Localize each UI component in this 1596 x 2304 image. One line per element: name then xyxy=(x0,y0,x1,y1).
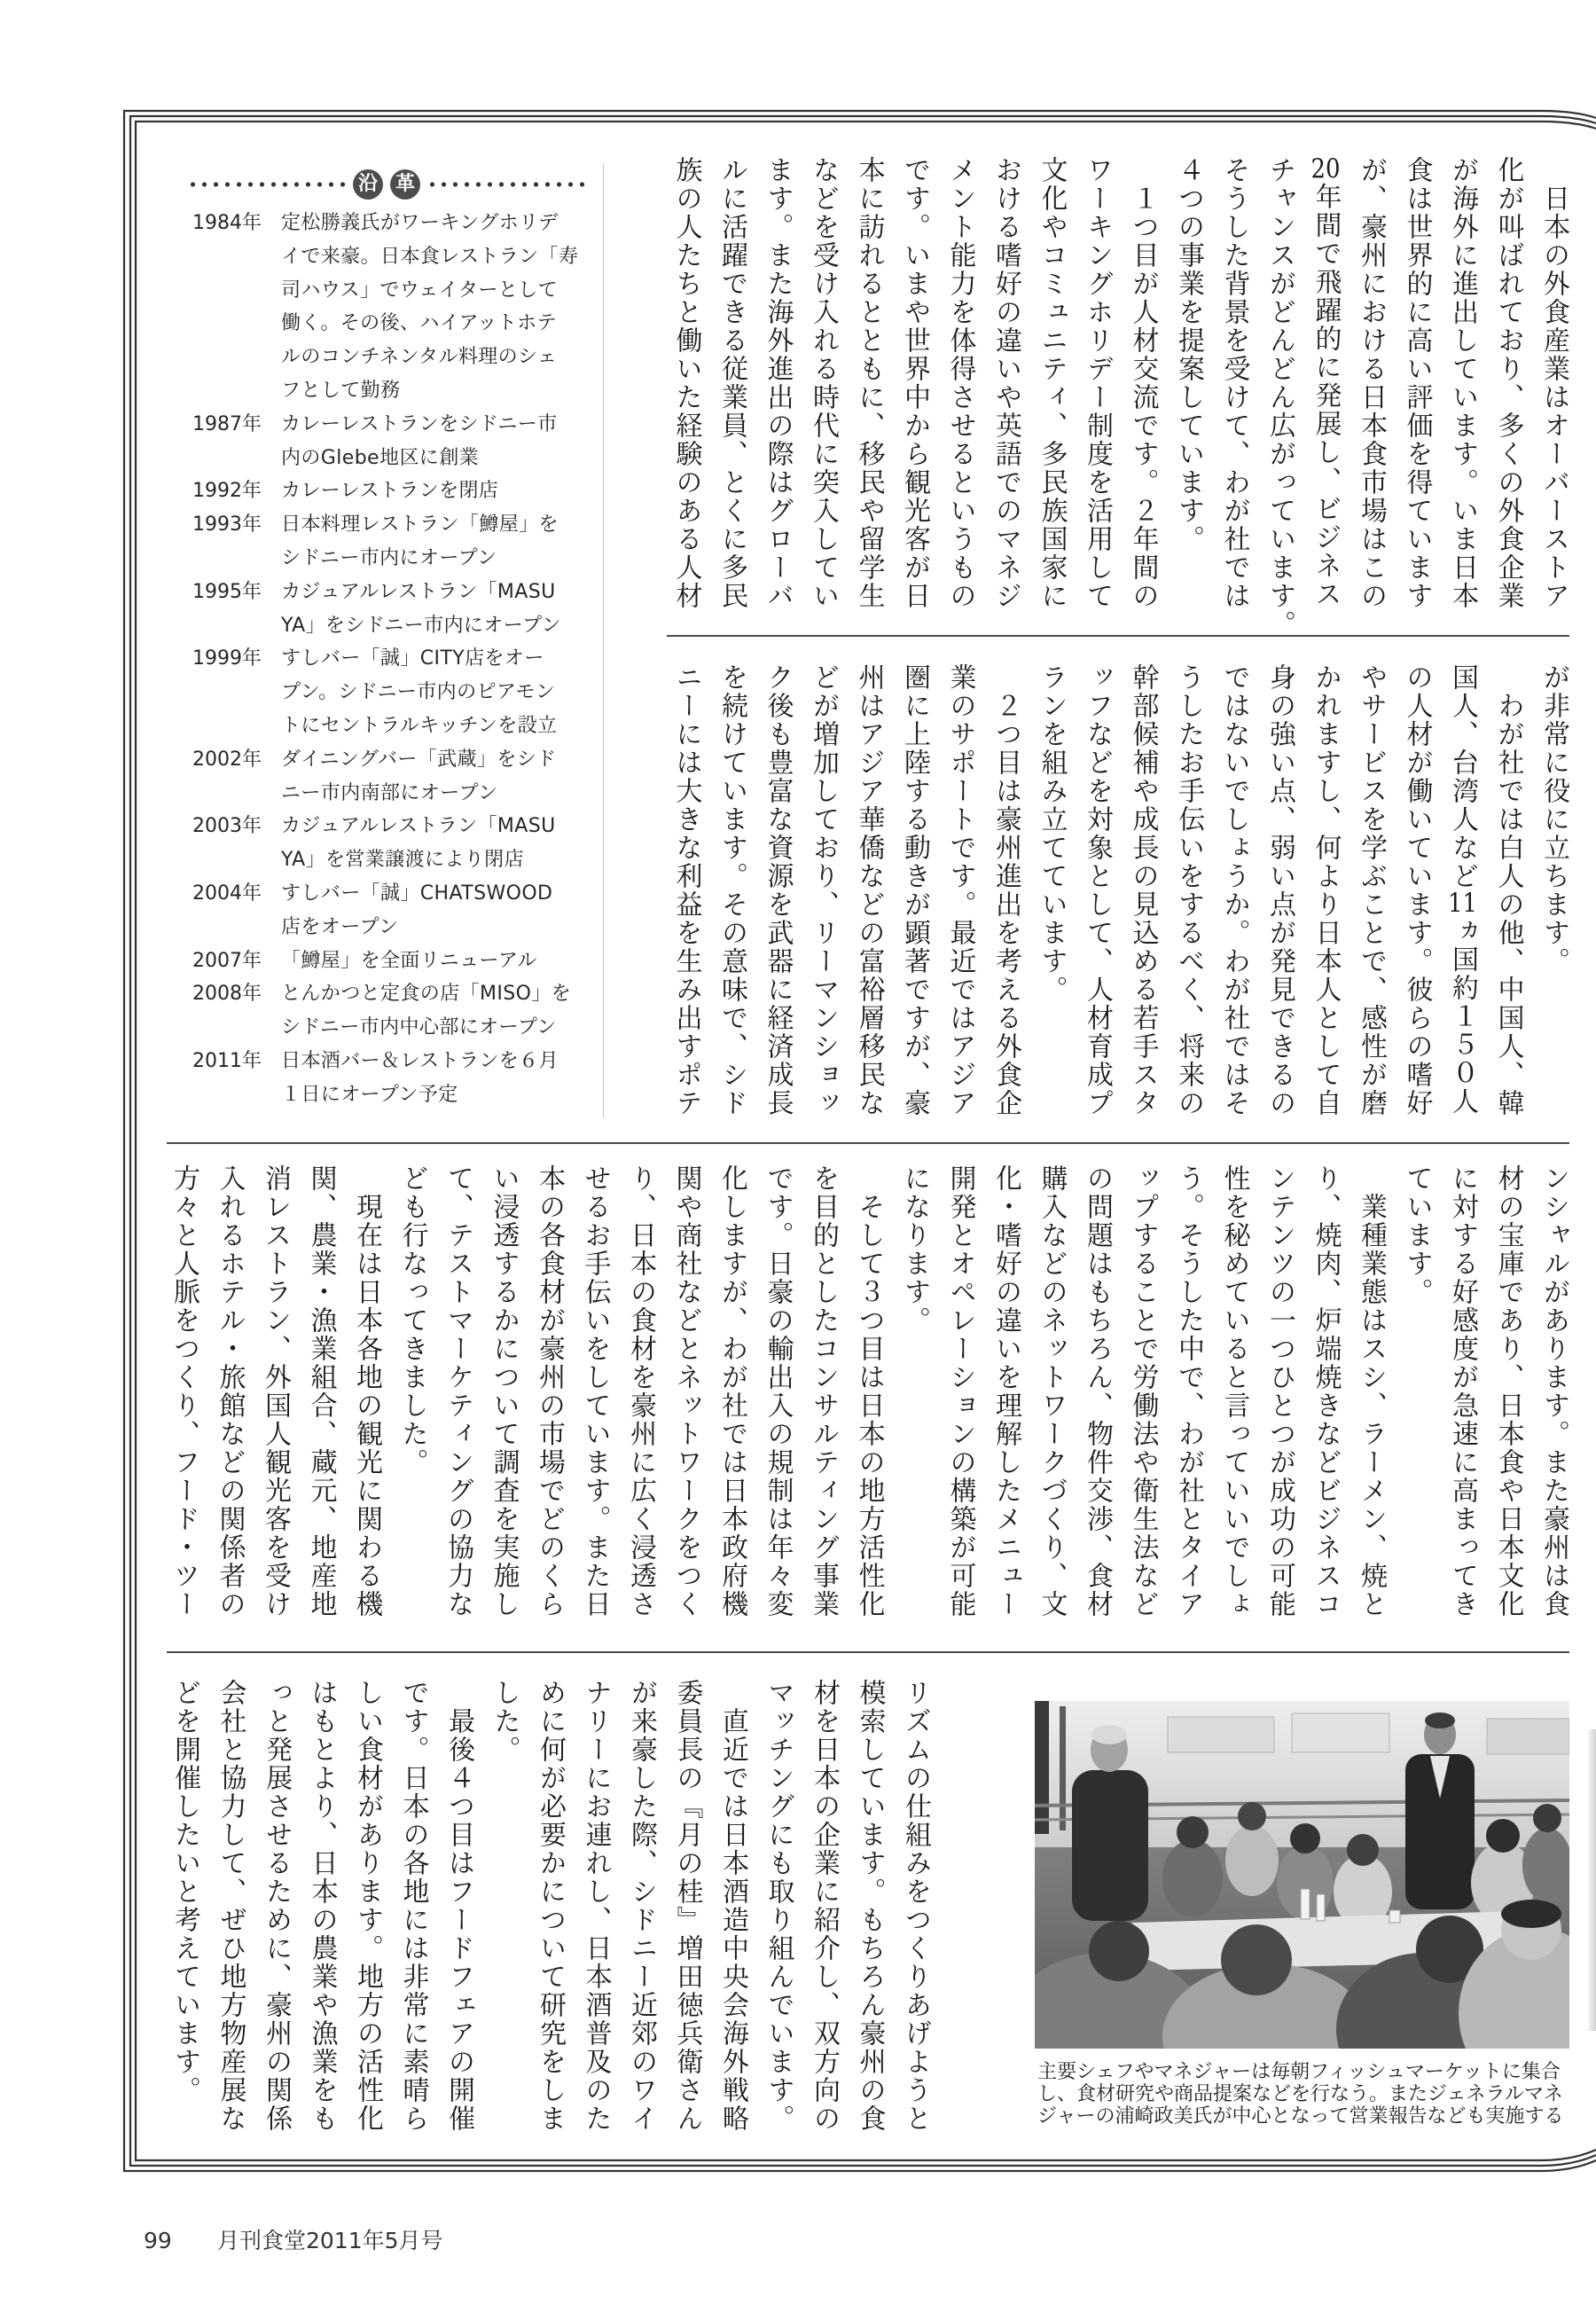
text-column: せるお手伝いをしています。また日 xyxy=(579,1164,611,1618)
text-column: そして３つ目は日本の地方活性化 xyxy=(853,1193,885,1618)
history-year: 2003年 xyxy=(192,815,262,838)
text-column: うしたお手伝いをするべく、将来の xyxy=(1173,663,1204,1117)
history-entry xyxy=(192,642,596,742)
person-body xyxy=(1072,1770,1148,1921)
text-column: １つ目が人材交流です。２年間の xyxy=(1127,184,1159,610)
text-column: です。日豪の輸出入の規制は年々変 xyxy=(762,1164,794,1618)
history-year: 1995年 xyxy=(192,580,262,603)
text-column: ます。また海外進出の際はグローバ xyxy=(762,156,794,610)
text-column: 業種業態はスシ、ラーメン、焼と xyxy=(1356,1193,1387,1618)
section-divider xyxy=(667,635,1569,637)
text-column: 開発とオペレーションの構築が可能 xyxy=(944,1164,976,1618)
history-entry xyxy=(192,944,596,978)
history-description-line: トにセントラルキッチンを設立 xyxy=(281,714,558,737)
history-description-line: ニー市内南部にオープン xyxy=(281,781,498,804)
text-column: ニーには大きな利益を生み出すポテ xyxy=(670,663,702,1117)
text-column: おける嗜好の違いや英語でのマネジ xyxy=(990,156,1021,610)
history-description-line: カジュアルレストラン「MASU xyxy=(281,580,556,603)
history-description-line: YA」をシドニー市内にオープン xyxy=(281,614,561,637)
text-column: です。いまや世界中から観光客が日 xyxy=(899,156,930,610)
text-column: 入れるホテル・旅館などの関係者の xyxy=(214,1164,246,1618)
article-photo-image xyxy=(1035,1701,1569,2049)
heading-badge: 革 xyxy=(390,169,420,200)
text-column: メント能力を体得させるというもの xyxy=(944,156,976,610)
text-column: マッチングにも取り組んでいます。 xyxy=(763,1679,794,2133)
history-entry xyxy=(192,576,596,643)
text-column: ナリーにお連れし、日本酒普及のた xyxy=(580,1679,612,2133)
text-column: どを開催したいと考えています。 xyxy=(169,1679,200,2104)
pole xyxy=(1035,1701,1049,1834)
history-description xyxy=(281,877,552,944)
text-column: ２つ目は豪州進出を考える外食企 xyxy=(990,692,1021,1117)
text-column: い浸透するかについて調査を実施し xyxy=(488,1164,520,1618)
building-window xyxy=(1292,1713,1389,1752)
text-column: 最後４つ目はフードフェアの開催 xyxy=(443,1707,474,2133)
text-column: の人材が働いています。彼らの嗜好 xyxy=(1401,663,1433,1117)
scan-edge-shadow xyxy=(1588,1729,1596,2031)
article-photo xyxy=(1035,1701,1569,2049)
history-description-line: フとして勤務 xyxy=(281,379,401,402)
history-entry xyxy=(192,810,596,877)
text-column: ルに活躍できる従業員、とくに多民 xyxy=(716,156,747,610)
text-column: 関や商社などとネットワークをつく xyxy=(670,1164,702,1618)
text-column: 圏に上陸する動きが顕著ですが、豪 xyxy=(899,663,930,1117)
history-year: 2008年 xyxy=(192,983,262,1006)
person-head xyxy=(1089,1921,1149,1981)
history-description xyxy=(281,810,556,877)
article-text-block xyxy=(663,663,1576,1117)
history-year: 1993年 xyxy=(192,513,262,537)
text-column: チャンスがどんどん広がっています。 xyxy=(1264,156,1295,639)
text-column: 購入などのネットワークづくり、文 xyxy=(1036,1164,1068,1618)
text-column: 州はアジア華僑などの富裕層移民な xyxy=(853,663,885,1117)
history-description-line: ダイニングバー「武蔵」をシド xyxy=(281,748,557,771)
person-head xyxy=(1347,1834,1379,1866)
person-head xyxy=(1221,1924,1292,1995)
person-hair xyxy=(1091,1725,1127,1744)
text-column: ンテンツの一つひとつが成功の可能 xyxy=(1264,1164,1295,1618)
text-column: 20年間で飛躍的に発展し、ビジネス xyxy=(1310,156,1342,608)
article-text-block xyxy=(162,1679,939,2133)
text-column: り、焼肉、炉端焼きなどビジネスコ xyxy=(1310,1164,1342,1618)
history-column-divider xyxy=(603,164,604,1117)
history-entry xyxy=(192,1045,596,1112)
history-entry xyxy=(192,207,596,408)
text-column: ク後も豊富な資源を武器に経済成長 xyxy=(762,663,794,1117)
history-entry xyxy=(192,508,596,576)
heading-dot-leader-right xyxy=(426,182,588,187)
text-column: しい食材があります。地方の活性化 xyxy=(352,1679,383,2133)
history-description xyxy=(281,207,578,408)
history-description xyxy=(281,977,571,1045)
text-column: 性を秘めていると言っていいでしょ xyxy=(1218,1164,1250,1618)
text-column: 消レストラン、外国人観光客を受け xyxy=(260,1164,291,1618)
history-description xyxy=(281,1045,559,1112)
text-column: が、豪州における日本食市場はこの xyxy=(1356,156,1387,610)
history-description-line: シドニー市内中心部にオープン xyxy=(281,1016,557,1039)
text-column: 直近では日本酒造中央会海外戦略 xyxy=(717,1707,748,2133)
history-year: 1992年 xyxy=(192,480,262,503)
article-text-block xyxy=(663,156,1576,639)
person-cap xyxy=(1501,1900,1561,1928)
photo-caption xyxy=(1037,2061,1578,2128)
history-description-line: 定松勝義氏がワーキングホリデ xyxy=(281,212,559,234)
text-column: やサービスを学ぶことで、感性が磨 xyxy=(1356,663,1387,1117)
text-column: です。日本の各地には非常に素晴ら xyxy=(397,1679,429,2133)
person-head xyxy=(1177,1816,1209,1848)
history-entry xyxy=(192,474,596,508)
text-column: が海外に進出しています。いま日本 xyxy=(1447,156,1478,610)
text-column: した。 xyxy=(489,1679,520,1764)
history-description xyxy=(281,508,559,576)
text-column: 食は世界的に高い評価を得ています xyxy=(1401,156,1433,610)
bottle xyxy=(1301,1889,1310,1919)
text-column: になります。 xyxy=(899,1164,930,1335)
history-description-line: カレーレストランを閉店 xyxy=(281,480,499,503)
tate-chu-yoko-digits: 20 xyxy=(1310,156,1341,183)
text-column: ップすることで労働法や衛生法など xyxy=(1127,1164,1159,1618)
text-column: に対する好感度が急速に高まってき xyxy=(1447,1164,1478,1618)
history-description-line: カレーレストランをシドニー市 xyxy=(281,412,558,435)
text-column: っと発展させるために、豪州の関係 xyxy=(261,1679,292,2133)
text-column: ています。 xyxy=(1401,1164,1433,1306)
person-body xyxy=(1162,1839,1223,1917)
text-column: 材の宝庫であり、日本食や日本文化 xyxy=(1492,1164,1524,1618)
text-column: う。そうした中で、わが社とタイア xyxy=(1173,1164,1204,1618)
building-window xyxy=(1168,1717,1274,1752)
history-entry xyxy=(192,877,596,944)
text-column: 材を日本の企業に紹介し、双方向の xyxy=(809,1679,840,2133)
text-column: 化・嗜好の違いを理解したメニュー xyxy=(990,1164,1021,1618)
history-description-line: とんかつと定食の店「MISO」を xyxy=(281,983,572,1006)
bottle xyxy=(1317,1894,1325,1921)
text-column: はもとより、日本の農業や漁業をも xyxy=(306,1679,338,2133)
text-column: 文化やコミュニティ、多民族国家に xyxy=(1036,156,1068,610)
text-column: 方々と人脈をつくり、フード・ツー xyxy=(168,1164,200,1618)
text-column: を続けています。その意味で、シド xyxy=(716,663,747,1117)
history-description xyxy=(281,642,557,742)
history-year: 2004年 xyxy=(192,882,262,905)
text-column: 関、農業・漁業組合、蔵元、地産地 xyxy=(305,1164,337,1618)
history-year: 2007年 xyxy=(192,949,262,972)
history-year: 1999年 xyxy=(192,647,262,670)
text-column: 本の各食材が豪州の市場でどのくら xyxy=(534,1164,565,1618)
history-description-line: 日本酒バー＆レストランを６月 xyxy=(281,1049,559,1072)
history-entry xyxy=(192,977,596,1045)
section-divider xyxy=(167,1142,1569,1144)
text-column: 模索しています。もちろん豪州の食 xyxy=(854,1679,886,2133)
text-column: が非常に役に立ちます。 xyxy=(1538,663,1569,976)
history-description-line: イで来豪。日本食レストラン「寿 xyxy=(281,245,579,268)
history-entry xyxy=(192,408,596,475)
text-column: わが社では白人の他、中国人、韓 xyxy=(1492,692,1524,1117)
person-body xyxy=(1225,1825,1279,1896)
text-column: 族の人たちと働いた経験のある人材 xyxy=(670,156,702,610)
person-head xyxy=(1486,1819,1520,1853)
heading-badge: 沿 xyxy=(353,169,383,200)
text-column: 化が叫ばれており、多くの外食企業 xyxy=(1492,156,1524,610)
text-column: リズムの仕組みをつくりあげようと xyxy=(900,1679,931,2133)
text-column: ワーキングホリデー制度を活用して xyxy=(1082,156,1113,610)
text-column: 委員長の『月の桂』増田徳兵衛さん xyxy=(671,1679,703,2133)
text-column: て、テストマーケティングの協力な xyxy=(442,1164,473,1618)
history-year: 1984年 xyxy=(192,212,262,234)
photo-caption-line: し、食材研究や商品提案などを行なう。またジェネラルマネ xyxy=(1037,2083,1563,2105)
text-column: ランを組み立てています。 xyxy=(1036,663,1068,1004)
text-column: 会社と協力して、ぜひ地方物産展な xyxy=(215,1679,246,2133)
cup xyxy=(1389,1910,1400,1923)
history-description-line: 「鱒屋」を全面リニューアル xyxy=(281,949,537,972)
history-entry xyxy=(192,743,596,811)
text-column: そうした背景を受けて、わが社では xyxy=(1218,156,1250,610)
text-column: ッフなどを対象として、人材育成プ xyxy=(1082,663,1113,1117)
history-description-line: シドニー市内にオープン xyxy=(281,546,497,569)
person-head xyxy=(1238,1802,1266,1830)
history-description-line: ルのコンチネンタル料理のシェ xyxy=(281,346,558,369)
history-description-line: 司ハウス」でウェイターとして xyxy=(281,278,559,302)
history-description xyxy=(281,474,498,508)
text-column: ではないでしょうか。わが社ではそ xyxy=(1218,663,1250,1117)
tate-chu-yoko-digits: 11 xyxy=(1448,890,1477,917)
text-column: が来豪した際、シドニー近郊のワイ xyxy=(626,1679,657,2133)
article-text-block xyxy=(161,1164,1577,1618)
history-description-line: 店をオープン xyxy=(281,915,399,938)
text-column: ンシャルがあります。また豪州は食 xyxy=(1538,1164,1569,1618)
history-timeline xyxy=(192,207,596,1112)
history-year: 1987年 xyxy=(192,412,262,435)
text-column: めに何が必要かについて研究をしま xyxy=(535,1679,566,2133)
history-year: 2002年 xyxy=(192,748,262,771)
history-description-line: YA」を営業譲渡により閉店 xyxy=(281,849,524,872)
text-column: ども行なってきました。 xyxy=(396,1164,428,1477)
section-divider xyxy=(167,1651,1569,1653)
text-column: 国人、台湾人など11ヵ国約１５０人 xyxy=(1447,663,1478,1116)
history-description-line: カジュアルレストラン「MASU xyxy=(281,815,556,838)
text-column: などを受け入れる時代に突入してい xyxy=(808,156,839,610)
history-year: 2011年 xyxy=(192,1049,262,1072)
history-description-line: 働く。その後、ハイアットホテ xyxy=(281,312,557,335)
history-description xyxy=(281,743,557,811)
heading-dot-leader-left xyxy=(187,182,348,187)
photo-caption-line: 主要シェフやマネジャーは毎朝フィッシュマーケットに集合 xyxy=(1037,2061,1561,2083)
page-number: 99 xyxy=(144,2228,172,2253)
history-description-line: 内のGlebe地区に創業 xyxy=(281,446,479,469)
text-column: を目的としたコンサルティング事業 xyxy=(808,1164,839,1618)
publication-issue: 月刊食堂2011年5月号 xyxy=(217,2228,443,2253)
history-description-line: すしバー「誠」CITY店をオー xyxy=(281,647,544,670)
history-description xyxy=(281,408,558,475)
text-column: ４つの事業を提案しています。 xyxy=(1173,156,1204,553)
building-window xyxy=(1487,1719,1569,1754)
history-description-line: すしバー「誠」CHATSWOOD xyxy=(281,882,553,905)
history-description-line: プン。シドニー市内のピアモン xyxy=(281,681,556,704)
text-column: 日本の外食産業はオーバーストア xyxy=(1538,184,1569,610)
text-column: 化しますが、わが社では日本政府機 xyxy=(716,1164,747,1618)
history-description-line: １日にオープン予定 xyxy=(281,1083,458,1106)
text-column: 身の強い点、弱い点が発見できるの xyxy=(1264,663,1295,1117)
person-hair xyxy=(1425,1712,1455,1728)
person-head xyxy=(1290,1823,1320,1853)
text-column: 現在は日本各地の観光に関わる機 xyxy=(351,1193,382,1618)
photo-caption-line: ジャーの浦崎政美氏が中心となって営業報告なども実施する xyxy=(1037,2105,1564,2128)
text-column: どが増加しており、リーマンショッ xyxy=(808,663,839,1117)
text-column: り、日本の食材を豪州に広く浸透さ xyxy=(625,1164,656,1618)
person-head xyxy=(1533,1804,1561,1832)
text-column: かれますし、何より日本人として自 xyxy=(1310,663,1342,1117)
text-column: 幹部候補や成長の見込める若手スタ xyxy=(1127,663,1159,1117)
text-column: 業のサポートです。最近ではアジア xyxy=(944,663,976,1117)
text-column: 本に訪れるとともに、移民や留学生 xyxy=(853,156,885,610)
text-column: の問題はもちろん、物件交渉、食材 xyxy=(1082,1164,1113,1618)
history-description-line: 日本料理レストラン「鱒屋」を xyxy=(281,513,559,537)
history-description xyxy=(281,576,561,643)
pole xyxy=(1060,1706,1066,1830)
history-description xyxy=(281,944,537,978)
